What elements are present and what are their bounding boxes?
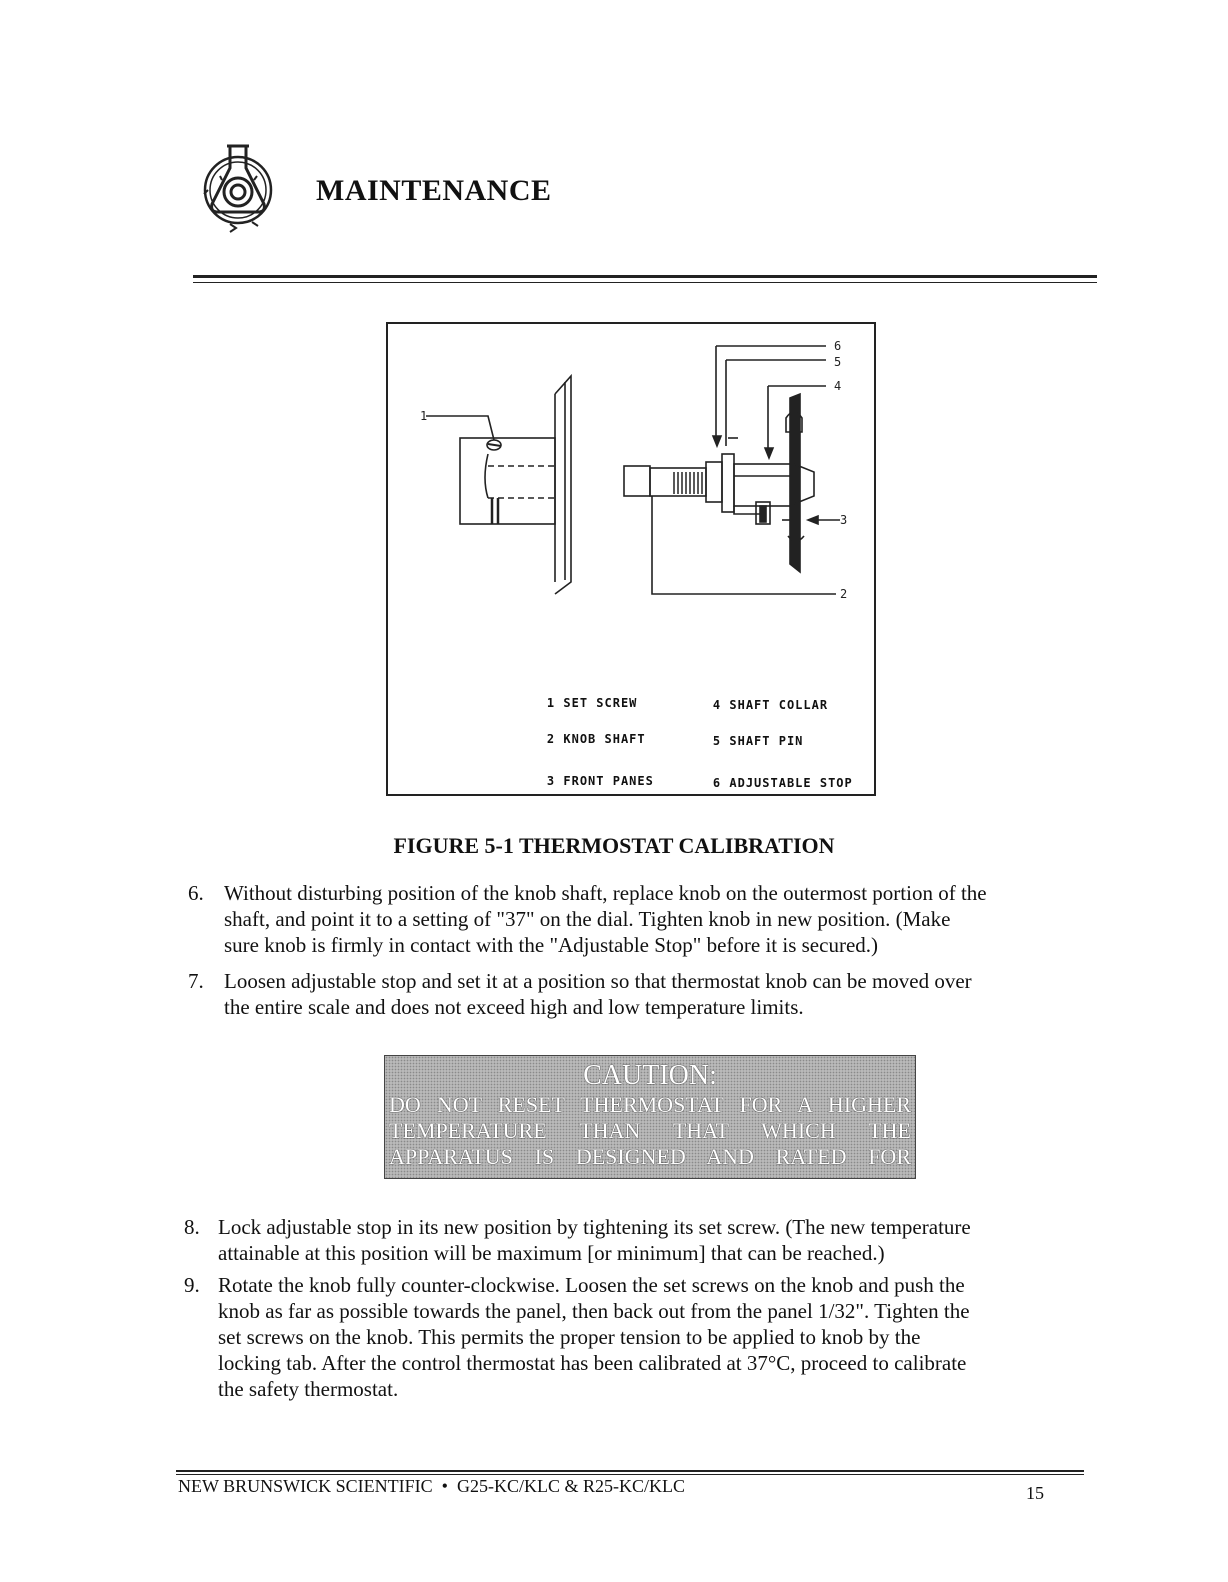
legend-item — [514, 718, 646, 760]
step-line: knob as far as possible towards the panel, then back out from the panel 1/32". Tighten the — [218, 1299, 970, 1323]
step-item — [184, 1214, 1084, 1268]
step-line: Rotate the knob fully counter-clockwise. Loosen the set screws on the knob and push the — [218, 1273, 965, 1297]
page-number: 15 — [1026, 1483, 1044, 1503]
header-divider-thin — [193, 282, 1097, 283]
figure-caption: FIGURE 5-1 THERMOSTAT CALIBRATION — [393, 833, 835, 858]
caution-line: APPARATUS IS DESIGNED AND RATED FOR — [389, 1144, 911, 1169]
step-line: Loosen adjustable stop and set it at a position so that thermostat knob can be moved over — [224, 969, 972, 993]
step-line: Without disturbing position of the knob shaft, replace knob on the outermost portion of the — [224, 881, 987, 905]
legend-item — [680, 720, 803, 762]
legend-label: SET SCREW — [563, 696, 638, 710]
flask-logo-icon — [200, 140, 284, 240]
step-line: locking tab. After the control thermostat has been calibrated at 37°C, proceed to calibrate — [218, 1351, 967, 1375]
legend-num: 2 — [546, 732, 556, 746]
footer-divider-thin — [176, 1474, 1084, 1475]
legend-num: 4 — [712, 698, 722, 712]
step-number: 6. — [188, 881, 204, 905]
footer-divider — [176, 1470, 1084, 1472]
caution-title: CAUTION: — [583, 1060, 717, 1091]
legend-num: 1 — [546, 696, 556, 710]
step-line: Lock adjustable stop in its new position by tightening its set screw. (The new temperature — [218, 1215, 971, 1239]
step-line: sure knob is firmly in contact with the "Adjustable Stop" before it is secured.) — [224, 933, 879, 957]
step-line: attainable at this position will be maximum [or minimum] that can be reached.) — [218, 1241, 885, 1265]
header-divider — [193, 275, 1097, 278]
figure-thermostat-calibration — [386, 322, 876, 796]
footer-text: NEW BRUNSWICK SCIENTIFIC • G25-KC/KLC & R25-KC/KLC — [178, 1476, 685, 1496]
step-line: the entire scale and does not exceed high and low temperature limits. — [224, 995, 804, 1019]
callout-6: 6 — [834, 339, 842, 353]
legend-num: 5 — [712, 734, 722, 748]
caution-box — [384, 1055, 916, 1179]
step-item — [184, 1272, 1084, 1406]
callout-4: 4 — [834, 379, 842, 393]
step-number: 7. — [188, 969, 204, 993]
section-title: MAINTENANCE — [316, 174, 552, 207]
callout-1: 1 — [420, 409, 428, 423]
legend-num: 3 — [546, 774, 556, 788]
legend-item — [680, 762, 853, 804]
step-number: 8. — [184, 1215, 200, 1239]
legend-num: 6 — [712, 776, 722, 790]
callout-2: 2 — [840, 587, 848, 601]
step-line: the safety thermostat. — [218, 1377, 399, 1401]
callout-3: 3 — [840, 513, 848, 527]
caution-line: TEMPERATURE THAN THAT WHICH THE — [389, 1118, 911, 1143]
legend-label: ADJUSTABLE STOP — [729, 776, 853, 790]
step-line: shaft, and point it to a setting of "37" on the dial. Tighten knob in new position. (Make — [224, 907, 951, 931]
step-line: set screws on the knob. This permits the proper tension to be applied to knob by the — [218, 1325, 921, 1349]
legend-label: SHAFT COLLAR — [729, 698, 829, 712]
legend-label: KNOB SHAFT — [563, 732, 646, 746]
legend-label: SHAFT PIN — [729, 734, 804, 748]
legend-label: FRONT PANES — [563, 774, 654, 788]
legend-item — [514, 760, 654, 802]
step-number: 9. — [184, 1273, 200, 1297]
caution-line: DO NOT RESET THERMOSTAT FOR A HIGHER — [389, 1092, 911, 1117]
step-item — [188, 880, 1088, 960]
callout-5: 5 — [834, 355, 842, 369]
step-item — [188, 968, 1088, 1022]
